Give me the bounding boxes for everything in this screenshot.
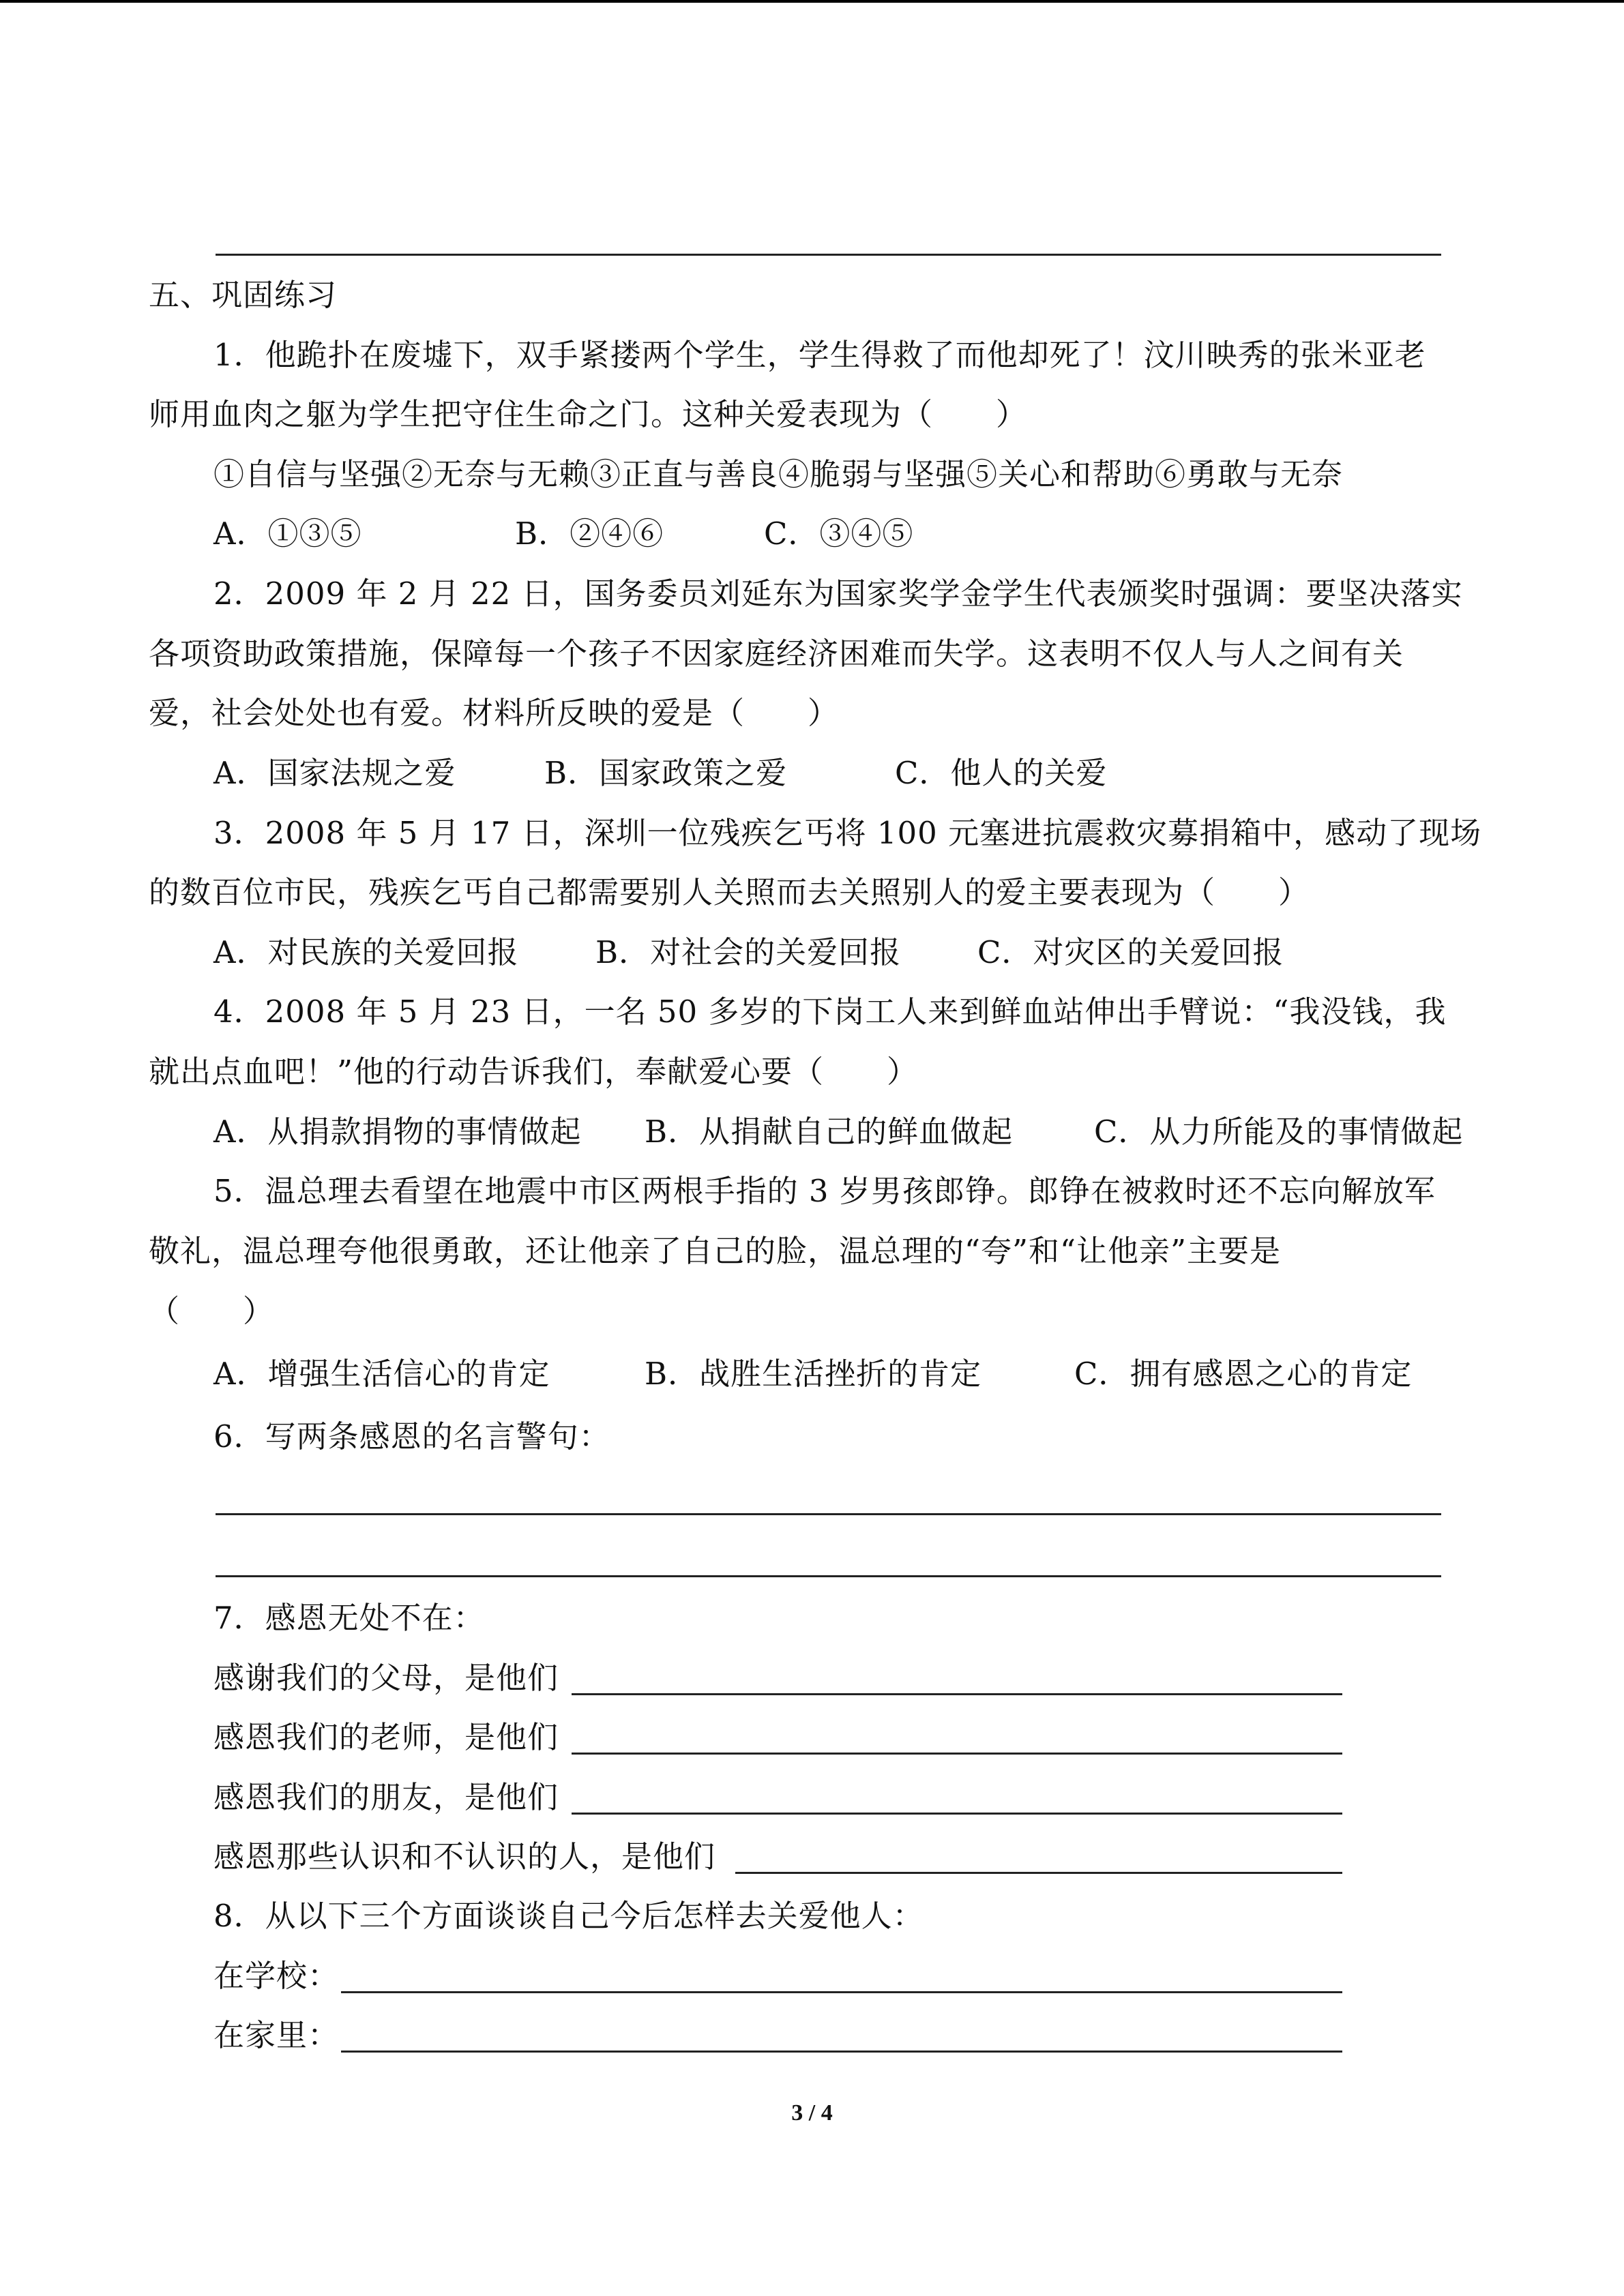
q1-option-c: C．③④⑤ bbox=[764, 516, 914, 552]
q4-option-a: A．从捐款捐物的事情做起 bbox=[213, 1114, 582, 1150]
q1-line2: 师用血肉之躯为学生把守住生命之门。这种关爱表现为（ ） bbox=[149, 396, 1028, 432]
q3-line2: 的数百位市民，残疾乞丐自己都需要别人关照而去关照别人的爱主要表现为（ ） bbox=[149, 874, 1310, 910]
q8-line1: 8．从以下三个方面谈谈自己今后怎样去关爱他人： bbox=[213, 1898, 924, 1934]
q1-option-b: B．②④⑥ bbox=[515, 516, 664, 552]
q1-line1: 1．他跪扑在废墟下，双手紧搂两个学生，学生得救了而他却死了！汶川映秀的张米亚老 bbox=[213, 337, 1426, 373]
q5-line2: 敬礼，温总理夸他很勇敢，还让他亲了自己的脸，温总理的“夸”和“让他亲”主要是 bbox=[149, 1233, 1282, 1269]
q2-line3: 爱，社会处处也有爱。材料所反映的爱是（ ） bbox=[149, 695, 840, 731]
q7-row-parents: 感谢我们的父母，是他们 bbox=[213, 1660, 559, 1696]
q5-option-a: A．增强生活信心的肯定 bbox=[213, 1356, 550, 1392]
q4-line1: 4．2008 年 5 月 23 日，一名 50 多岁的下岗工人来到鲜血站伸出手臂说：“我没钱，我 bbox=[213, 994, 1447, 1030]
q4-line2: 就出点血吧！”他的行动告诉我们，奉献爱心要（ ） bbox=[149, 1054, 919, 1090]
q1-items: ①自信与坚强②无奈与无赖③正直与善良④脆弱与坚强⑤关心和帮助⑥勇敢与无奈 bbox=[213, 456, 1344, 492]
q7-row-teachers: 感恩我们的老师，是他们 bbox=[213, 1719, 559, 1755]
q8-row-home: 在家里： bbox=[213, 2017, 340, 2053]
q7-blank-others[interactable] bbox=[735, 1872, 1342, 1874]
q6-answer-line-1[interactable] bbox=[216, 1513, 1441, 1515]
q8-blank-home[interactable] bbox=[341, 2051, 1342, 2053]
q7-blank-friends[interactable] bbox=[572, 1813, 1342, 1815]
page-number: 3 / 4 bbox=[791, 2100, 833, 2126]
q2-option-a: A．国家法规之爱 bbox=[213, 755, 456, 791]
q6-line1: 6．写两条感恩的名言警句： bbox=[213, 1418, 610, 1455]
q7-blank-parents[interactable] bbox=[572, 1693, 1342, 1695]
section-title: 五、巩固练习 bbox=[149, 277, 338, 313]
q2-option-b: B．国家政策之爱 bbox=[544, 755, 788, 791]
q5-line1: 5．温总理去看望在地震中市区两根手指的 3 岁男孩郎铮。郎铮在被救时还不忘向解放军 bbox=[213, 1173, 1436, 1209]
q3-option-b: B．对社会的关爱回报 bbox=[595, 934, 902, 970]
q8-row-school: 在学校： bbox=[213, 1958, 340, 1994]
q6-answer-line-2[interactable] bbox=[216, 1575, 1441, 1577]
q7-row-friends: 感恩我们的朋友，是他们 bbox=[213, 1779, 559, 1815]
page-top-border bbox=[0, 0, 1624, 3]
q5-line3: （ ） bbox=[149, 1293, 275, 1329]
q3-option-a: A．对民族的关爱回报 bbox=[213, 934, 519, 970]
q3-option-c: C．对灾区的关爱回报 bbox=[977, 934, 1284, 970]
q2-line1: 2．2009 年 2 月 22 日，国务委员刘延东为国家奖学金学生代表颁奖时强调：要坚决落实 bbox=[213, 576, 1463, 612]
answer-line-top bbox=[216, 254, 1441, 256]
q2-option-c: C．他人的关爱 bbox=[895, 755, 1108, 791]
q5-option-b: B．战胜生活挫折的肯定 bbox=[645, 1356, 982, 1392]
q1-option-a: A．①③⑤ bbox=[213, 516, 362, 552]
q7-row-others: 感恩那些认识和不认识的人，是他们 bbox=[213, 1838, 716, 1875]
q4-option-b: B．从捐献自己的鲜血做起 bbox=[645, 1114, 1014, 1150]
q7-line1: 7．感恩无处不在： bbox=[213, 1600, 485, 1636]
q3-line1: 3．2008 年 5 月 17 日，深圳一位残疾乞丐将 100 元塞进抗震救灾募捐箱中，感动了现场 bbox=[213, 815, 1482, 851]
q8-blank-school[interactable] bbox=[341, 1991, 1342, 1993]
q4-option-c: C．从力所能及的事情做起 bbox=[1094, 1114, 1464, 1150]
q5-option-c: C．拥有感恩之心的肯定 bbox=[1074, 1356, 1413, 1392]
q7-blank-teachers[interactable] bbox=[572, 1753, 1342, 1755]
q2-line2: 各项资助政策措施，保障每一个孩子不因家庭经济困难而失学。这表明不仅人与人之间有关 bbox=[149, 636, 1404, 672]
